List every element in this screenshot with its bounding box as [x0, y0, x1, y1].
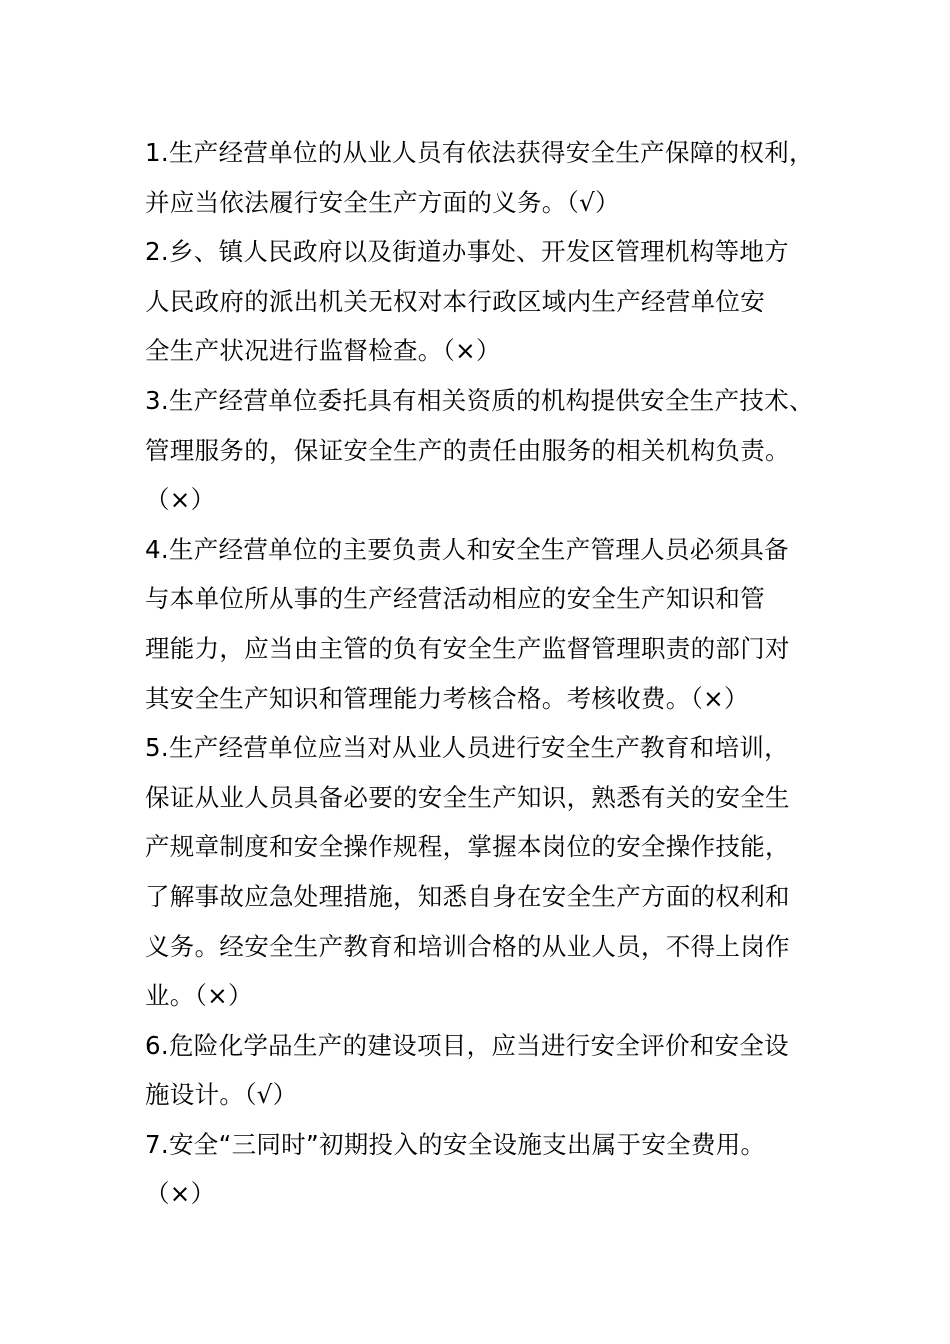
- q2-line-3: 全生产状况进行监督检查。（×）: [145, 336, 501, 366]
- q6-line-2: 施设计。（√）: [145, 1080, 298, 1110]
- q5-line-6: 业。（×）: [145, 981, 253, 1011]
- q4-line-2: 与本单位所从事的生产经营活动相应的安全生产知识和管: [145, 584, 765, 614]
- document-body: [145, 128, 835, 1219]
- q1-line-2: 并应当依法履行安全生产方面的义务。（√）: [145, 187, 620, 217]
- q3-line-3: （×）: [145, 485, 216, 515]
- q7-line-1: 7.安全“三同时”初期投入的安全设施支出属于安全费用。: [145, 1129, 766, 1159]
- q4-line-3: 理能力，应当由主管的负有安全生产监督管理职责的部门对: [145, 633, 790, 663]
- q3-line-2: 管理服务的，保证安全生产的责任由服务的相关机构负责。: [145, 435, 790, 465]
- q1-line-1: 1.生产经营单位的从业人员有依法获得安全生产保障的权利，: [145, 138, 814, 167]
- q7-line-2: （×）: [145, 1179, 216, 1209]
- q5-line-2: 保证从业人员具备必要的安全生产知识，熟悉有关的安全生: [145, 782, 790, 812]
- q4-line-1: 4.生产经营单位的主要负责人和安全生产管理人员必须具备: [145, 534, 789, 564]
- q4-line-4: 其安全生产知识和管理能力考核合格。考核收费。（×）: [145, 683, 749, 713]
- q5-line-4: 了解事故应急处理措施，知悉自身在安全生产方面的权利和: [145, 881, 790, 911]
- q6-line-1: 6.危险化学品生产的建设项目，应当进行安全评价和安全设: [145, 1030, 789, 1060]
- q3-line-1: 3.生产经营单位委托具有相关资质的机构提供安全生产技术、: [145, 385, 814, 415]
- q5-line-5: 义务。经安全生产教育和培训合格的从业人员，不得上岗作: [145, 931, 790, 961]
- q5-line-1: 5.生产经营单位应当对从业人员进行安全生产教育和培训，: [145, 733, 789, 763]
- q5-line-3: 产规章制度和安全操作规程，掌握本岗位的安全操作技能，: [145, 832, 790, 862]
- q2-line-1: 2.乡、镇人民政府以及街道办事处、开发区管理机构等地方: [145, 237, 789, 267]
- q2-line-2: 人民政府的派出机关无权对本行政区域内生产经营单位安: [145, 286, 765, 316]
